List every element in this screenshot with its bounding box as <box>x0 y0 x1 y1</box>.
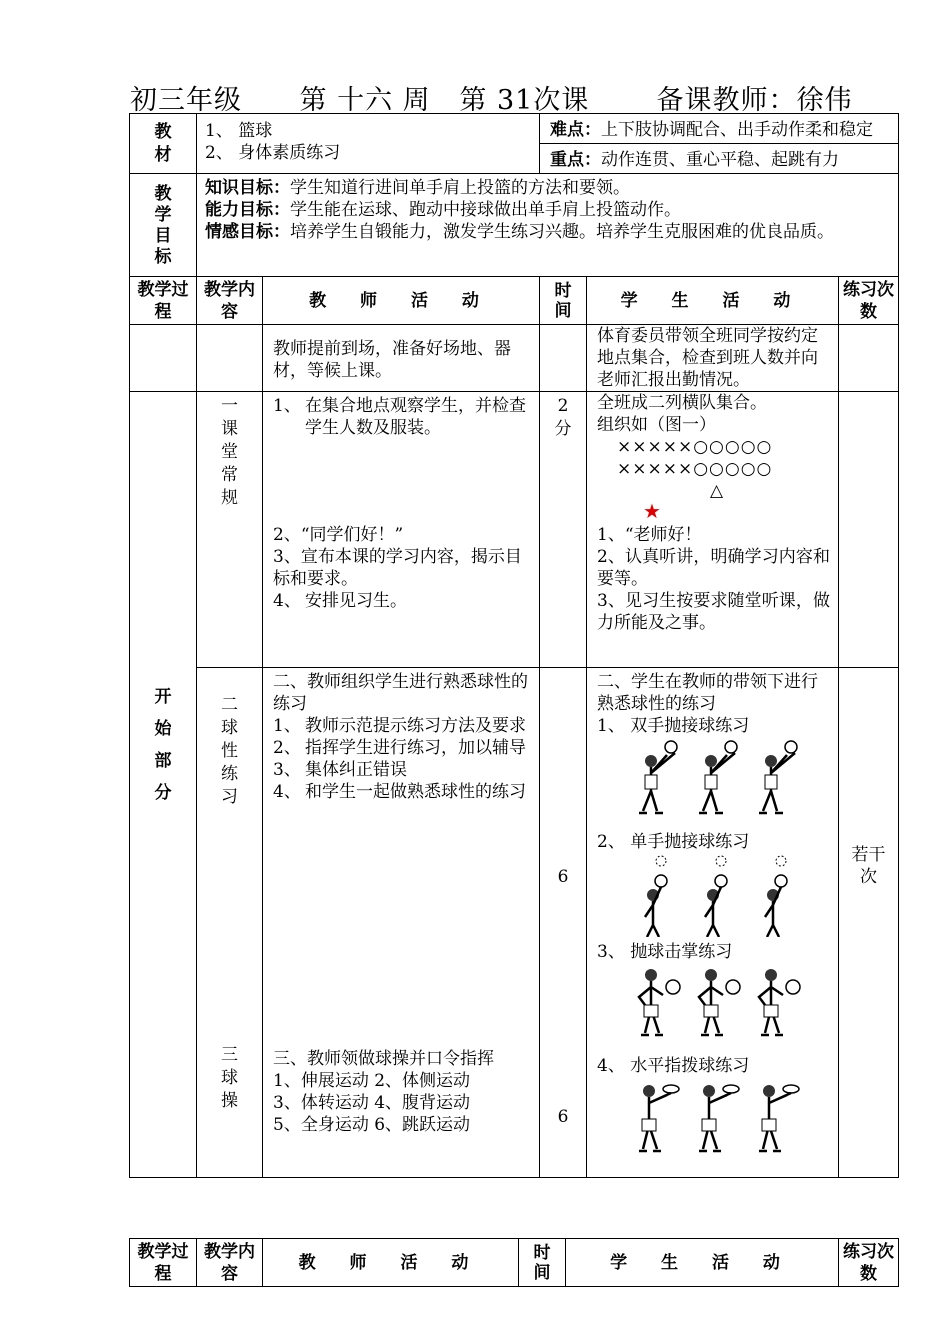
prep-time-cell <box>540 325 587 392</box>
basketball-player-figure <box>751 739 807 821</box>
basketball-player-figure <box>751 965 807 1047</box>
page-title <box>130 78 852 117</box>
basketball-player-figure <box>691 739 747 821</box>
exercise-line-3: 5、全身运动 6、跳跃运动 <box>273 1115 471 1135</box>
ball-teacher-item-1 <box>273 715 531 737</box>
col-student-label: 学 生 活 动 <box>620 290 805 311</box>
exercise-content-label: 三球操 <box>221 1045 238 1111</box>
col-student-2 <box>566 1239 839 1287</box>
routine-teacher-item-1-num: 1、 <box>273 396 301 416</box>
prep-content-cell <box>197 325 263 392</box>
col-process-2: 教学过程 <box>130 1239 197 1287</box>
exercise-line-2: 3、体转运动 4、腹背运动 <box>273 1093 471 1113</box>
exercise-time: 6 <box>557 1107 569 1127</box>
ball-time-cell <box>540 668 587 1178</box>
ball-teacher-item-2-num: 2、 <box>273 738 301 758</box>
ball-student-ex2: 2、 单手抛接球练习 <box>597 832 750 852</box>
teacher-name: 备课教师：徐伟 <box>656 85 853 116</box>
objectives-label-cell <box>130 174 197 277</box>
routine-student-item-1: 1、“老师好！ <box>597 525 702 545</box>
ball-teacher-item-3-num: 3、 <box>273 760 301 780</box>
exercise-line-1: 1、伸展运动 2、体侧运动 <box>273 1071 471 1091</box>
ball-teacher-item-1-text: 教师示范提示练习方法及要求 <box>305 716 526 736</box>
difficulty-label: 难点： <box>550 120 601 140</box>
routine-student-line2: 组织如（图一） <box>597 415 716 435</box>
prep-teacher-cell <box>263 325 540 392</box>
col-time-2 <box>519 1239 566 1287</box>
emotion-text: 培养学生自锻能力，激发学生练习兴趣。培养学生克服困难的优良品质。 <box>290 222 834 242</box>
ball-teacher-item-2 <box>273 737 531 759</box>
ball-teacher-item-3 <box>273 759 531 781</box>
start-part-cell <box>130 392 197 1178</box>
basketball-player-figure <box>691 965 747 1047</box>
ball-content-label: 二球性练习 <box>221 695 238 807</box>
key-text: 动作连贯、重心平稳、起跳有力 <box>601 150 839 170</box>
ball-student-cell <box>587 668 839 1178</box>
col-time-2-label: 时间 <box>533 1242 551 1283</box>
col-student-2-label: 学 生 活 动 <box>610 1252 794 1273</box>
ball-student-ex3: 3、 抛球击掌练习 <box>597 942 733 962</box>
formation-row-1: ×××××○○○○○ <box>617 437 773 457</box>
ball-teacher-item-4-num: 4、 <box>273 782 301 802</box>
ex1-figures <box>597 739 830 833</box>
material-items-cell <box>197 114 540 174</box>
routine-student-line1: 全班成二列横队集合。 <box>597 393 767 413</box>
basketball-player-figure <box>631 1079 687 1161</box>
routine-teacher-item-4-num: 4、 <box>273 591 301 611</box>
col-process: 教学过程 <box>130 277 197 325</box>
col-teacher-2 <box>263 1239 519 1287</box>
continuation-header-table <box>129 1238 899 1287</box>
material-item-1: 1、 篮球 <box>205 121 273 141</box>
red-star-icon: ★ <box>643 499 661 523</box>
routine-content-cell <box>197 392 263 668</box>
col-content-2: 教学内容 <box>197 1239 263 1287</box>
prep-teacher-text: 教师提前到场，准备好场地、器材，等候上课。 <box>273 339 511 381</box>
basketball-player-figure <box>631 965 687 1047</box>
ball-student-ex4: 4、 水平指拨球练习 <box>597 1056 750 1076</box>
basketball-player-figure <box>631 739 687 821</box>
col-teacher <box>263 277 540 325</box>
ex4-figures <box>597 1079 830 1161</box>
emotion-objective <box>205 221 890 243</box>
routine-student-cell <box>587 392 839 668</box>
routine-time-cell <box>540 392 587 668</box>
formation-triangle: △ <box>710 481 724 501</box>
ball-content-cell <box>197 668 263 1178</box>
grade: 初三年级 <box>130 85 242 116</box>
material-item-2: 2、 身体素质练习 <box>205 143 341 163</box>
routine-teacher-item-4-text: 安排见习生。 <box>305 591 407 611</box>
basketball-player-figure <box>691 1079 747 1161</box>
routine-reps-cell <box>839 392 899 668</box>
objectives-label: 教学目标 <box>154 184 172 267</box>
ex3-figures <box>597 965 830 1057</box>
start-part-label: 开始部分 <box>154 687 172 803</box>
routine-student-item-2: 2、认真听讲，明确学习内容和要等。 <box>597 547 830 589</box>
prep-student-text: 体育委员带领全班同学按约定地点集合，检查到班人数并向老师汇报出勤情况。 <box>597 326 818 390</box>
prep-student-cell <box>587 325 839 392</box>
knowledge-text: 学生知道行进间单手肩上投篮的方法和要领。 <box>290 178 630 198</box>
col-content: 教学内容 <box>197 277 263 325</box>
ability-objective <box>205 199 890 221</box>
ball-teacher-item-4 <box>273 781 531 803</box>
basketball-player-figure <box>751 1079 807 1161</box>
ball-teacher-item-3-text: 集体纠正错误 <box>305 760 407 780</box>
col-reps: 练习次数 <box>839 277 899 325</box>
ball-reps-cell <box>839 668 899 1178</box>
ball-reps: 若干次 <box>851 845 886 887</box>
routine-time: 2分 <box>554 396 572 439</box>
ability-text: 学生能在运球、跑动中接球做出单手肩上投篮动作。 <box>290 200 681 220</box>
basketball-player-figure <box>751 855 807 937</box>
week: 第 十六 周 <box>299 85 431 116</box>
ball-teacher-item-2-text: 指挥学生进行练习，加以辅导 <box>305 738 526 758</box>
ex2-figures <box>597 855 830 941</box>
routine-teacher-item-2: 2、“同学们好！” <box>273 525 404 545</box>
ability-label: 能力目标： <box>205 200 290 220</box>
knowledge-label: 知识目标： <box>205 178 290 198</box>
routine-teacher-lower <box>273 524 531 612</box>
difficulty-text: 上下肢协调配合、出手动作柔和稳定 <box>601 120 873 140</box>
ball-time: 6 <box>557 867 569 887</box>
routine-teacher-item-4 <box>273 590 531 612</box>
col-student <box>587 277 839 325</box>
knowledge-objective <box>205 177 890 199</box>
col-time-label: 时间 <box>554 280 572 321</box>
ball-teacher-title: 二、教师组织学生进行熟悉球性的练习 <box>273 672 528 714</box>
routine-teacher-item-1 <box>273 395 531 439</box>
col-teacher-2-label: 教 师 活 动 <box>298 1252 483 1273</box>
key-cell <box>540 144 899 174</box>
col-teacher-label: 教 师 活 动 <box>309 290 493 311</box>
col-time <box>540 277 587 325</box>
routine-teacher-cell <box>263 392 540 668</box>
lesson-plan-table <box>129 113 899 1178</box>
difficulty-cell <box>540 114 899 144</box>
exercise-teacher-title: 三、教师领做球操并口令指挥 <box>273 1049 494 1069</box>
routine-content-label: 一课堂常规 <box>221 396 238 508</box>
basketball-player-figure <box>691 855 747 937</box>
lesson: 第 31次课 <box>459 85 590 116</box>
ball-student-ex1: 1、 双手抛接球练习 <box>597 716 750 736</box>
ball-student-title: 二、学生在教师的带领下进行熟悉球性的练习 <box>597 672 818 714</box>
ball-teacher-item-1-num: 1、 <box>273 716 301 736</box>
ball-teacher-item-4-text: 和学生一起做熟悉球性的练习 <box>305 782 526 802</box>
col-reps-2: 练习次数 <box>839 1239 899 1287</box>
ball-teacher-cell <box>263 668 540 1178</box>
routine-teacher-item-3: 3、宣布本课的学习内容，揭示目标和要求。 <box>273 547 522 589</box>
material-label: 教材 <box>154 121 172 165</box>
formation-row-2: ×××××○○○○○ <box>617 459 773 479</box>
prep-reps-cell <box>839 325 899 392</box>
routine-teacher-item-1-text: 在集合地点观察学生，并检查学生人数及服装。 <box>305 396 526 438</box>
material-label-cell <box>130 114 197 174</box>
emotion-label: 情感目标： <box>205 222 290 242</box>
basketball-player-figure <box>631 855 687 937</box>
routine-student-item-3: 3、见习生按要求随堂听课，做力所能及之事。 <box>597 591 830 633</box>
exercise-content <box>197 1044 262 1113</box>
prep-process-cell <box>130 325 197 392</box>
key-label: 重点： <box>550 150 601 170</box>
objectives-cell <box>197 174 899 277</box>
exercise-teacher <box>273 1048 531 1136</box>
routine-student-lower <box>597 524 830 634</box>
